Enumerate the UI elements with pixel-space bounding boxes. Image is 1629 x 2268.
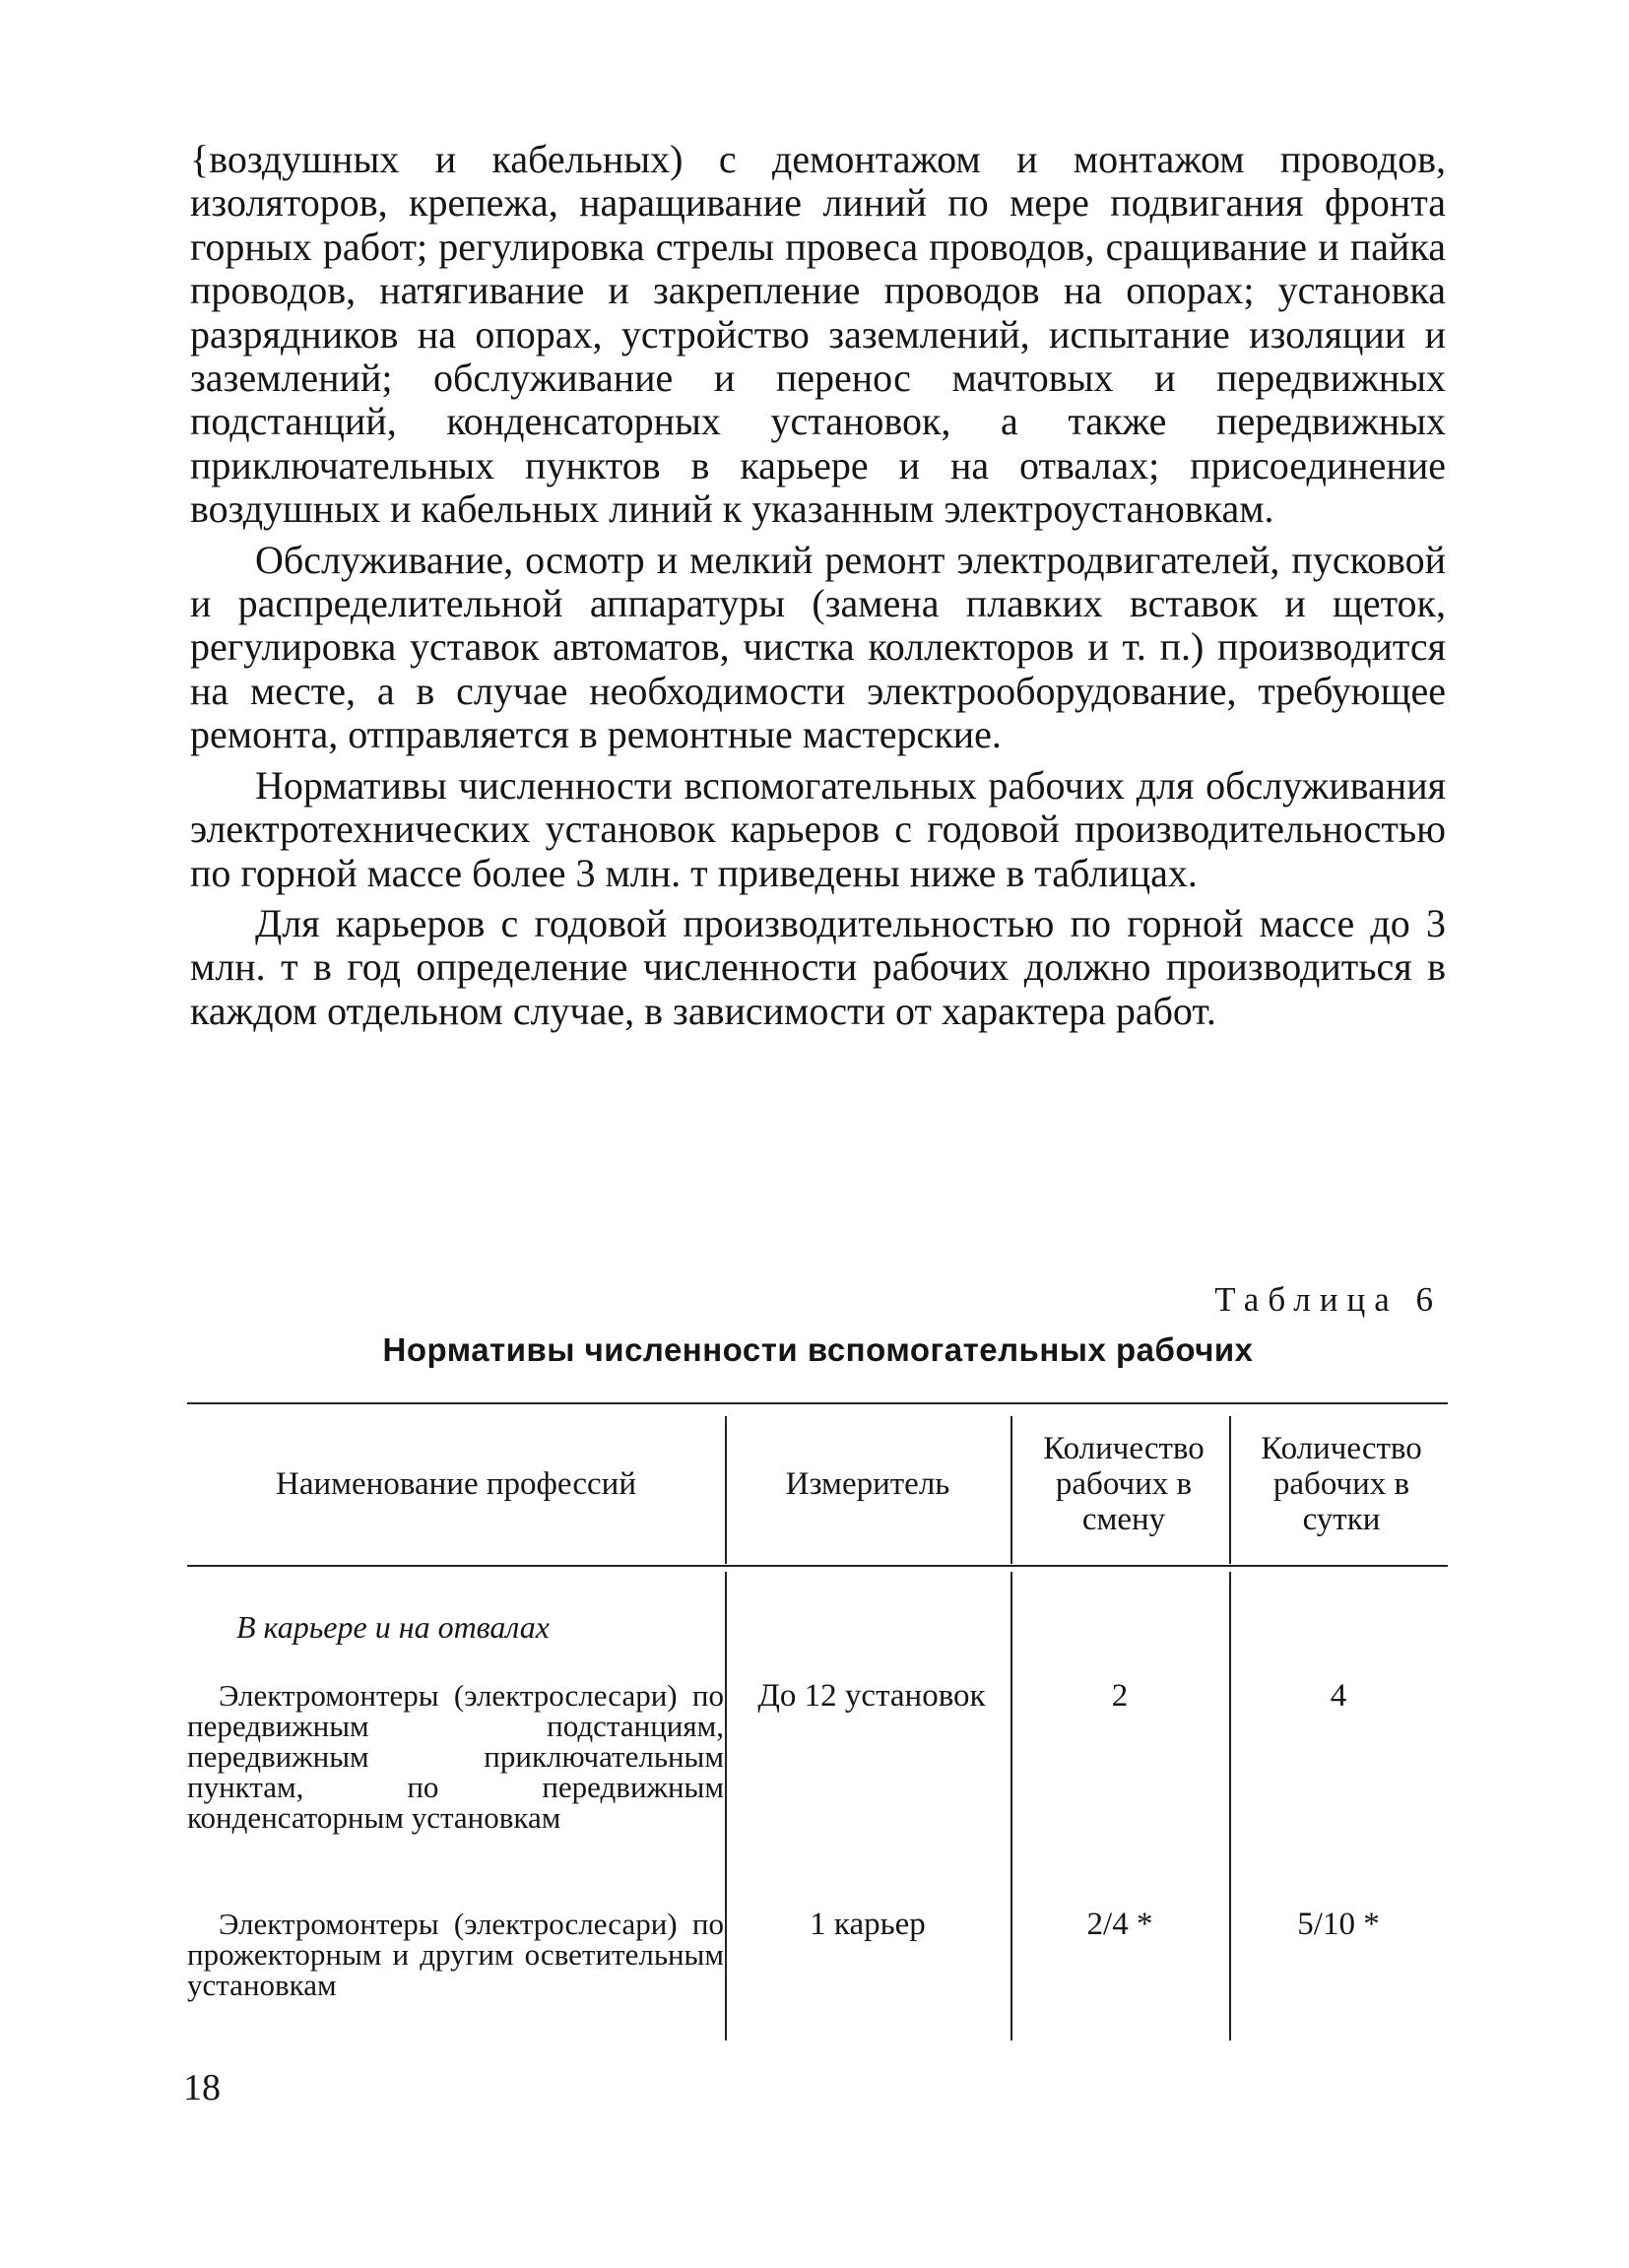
row-1-per-shift: 2 — [1111, 1678, 1129, 1714]
paragraph-2: Обслуживание, осмотр и мелкий ремонт электродвигателей, пусковой и распределительной аппаратуры (замена плавких вставок и щеток, регулировка уставок автоматов, чистка коллекторов и т. п.) производится на месте, а в случае необходимости электрооборудование, требующее ремонта, отправляется в ремонтные мастерские. — [190, 537, 1446, 757]
header-per-shift: Количество рабочих в смену — [1043, 1430, 1205, 1537]
row-1-measure: До 12 установок — [757, 1678, 986, 1714]
row-2-per-day: 5/10 * — [1297, 1907, 1380, 1942]
row-1-profession-text: Электромонтеры (электрослесари) по передвижным подстанциям, передвижным приключательным пунктам, по передвижным конденсаторным установкам — [187, 1678, 724, 1835]
row-2-profession-text: Электромонтеры (электрослесари) по прожекторным и другим осветительным установкам — [187, 1907, 724, 2002]
norms-table — [187, 1402, 1448, 2041]
col-divider-3-body — [1229, 1572, 1231, 2041]
col-divider-2 — [1010, 1416, 1012, 1564]
paragraph-4: Для карьеров с годовой производительностью по горной массе до 3 млн. т в год определение численности рабочих должно производиться в каждом отдельном случае, в зависимости от характера работ. — [190, 900, 1446, 1033]
row-2-per-shift: 2/4 * — [1086, 1907, 1153, 1942]
row-1-per-day: 4 — [1330, 1678, 1347, 1714]
table-title: Нормативы численности вспомогательных рабочих — [382, 1331, 1254, 1368]
col-divider-2-body — [1010, 1572, 1012, 2041]
row-1-profession — [187, 1680, 724, 1833]
page-number: 18 — [183, 2067, 221, 2108]
col-divider-1-body — [725, 1572, 727, 2041]
header-per-day: Количество рабочих в сутки — [1261, 1430, 1422, 1537]
section-heading: В карьере и на отвалах — [236, 1609, 550, 1645]
header-measure: Измеритель — [785, 1465, 950, 1502]
row-2-measure: 1 карьер — [810, 1907, 926, 1942]
row-2-profession — [187, 1909, 724, 2000]
table-header-rule — [187, 1565, 1448, 1567]
paragraph-1: {воздушных и кабельных) с демонтажом и монтажом проводов, изоляторов, крепежа, наращивание линий по мере подвигания фронта горных работ; регулировка стрелы провеса проводов, сращивание и пайка проводов, натягивание и закрепление проводов на опорах; установка разрядников на опорах, устройство заземлений, испытание изоляции и заземлений; обслуживание и перенос мачтовых и передвижных подстанций, конденсаторных установок, а также передвижных приключательных пунктов в карьере и на отвалах; присоединение воздушных и кабельных линий к указанным электроустановкам. — [190, 137, 1446, 532]
paragraph-3: Нормативы численности вспомогательных рабочих для обслуживания электротехнических установок карьеров с годовой производительностью по горной массе более 3 млн. т приведены ниже в таблицах. — [190, 762, 1446, 895]
header-profession: Наименование профессий — [276, 1465, 636, 1502]
col-divider-3 — [1229, 1416, 1231, 1564]
body-text — [190, 138, 1446, 1040]
table-label: Таблица 6 — [1214, 1280, 1442, 1319]
